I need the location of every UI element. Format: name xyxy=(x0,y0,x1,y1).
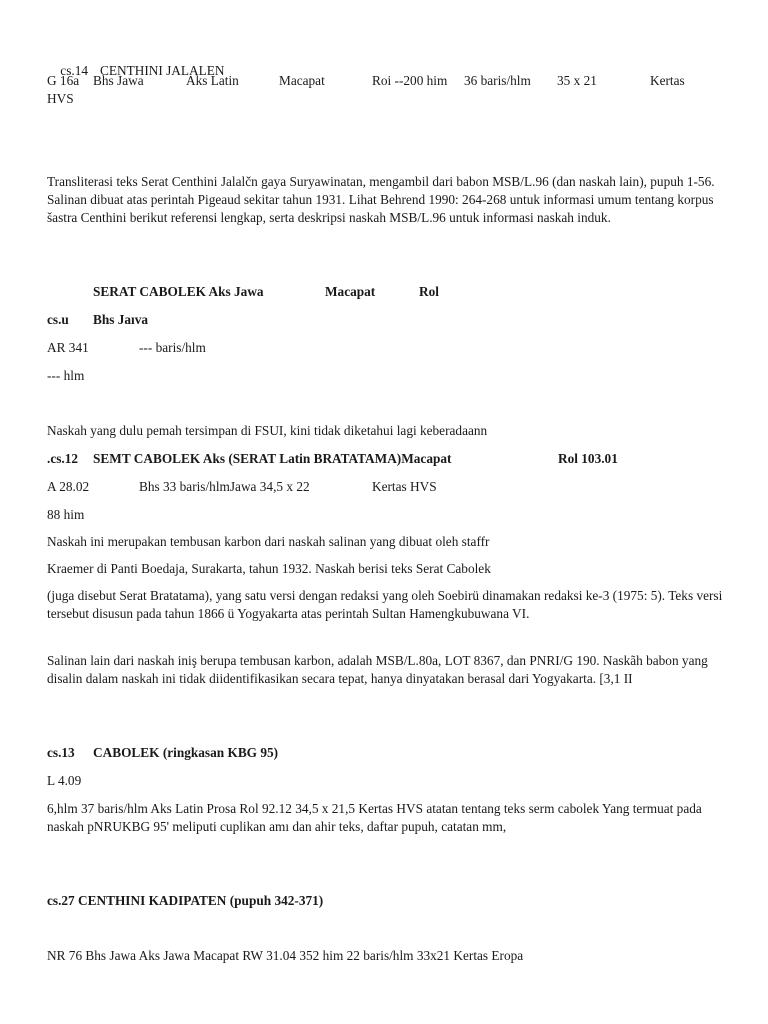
entry-title: CABOLEK (ringkasan KBG 95) xyxy=(93,745,279,760)
entry-description: Transliterasi teks Serat Centhini Jalalčn gaya Suryawinatan, mengambil dari babon MSB/L.96 (dan naskah lain), pupuh 1-56. Salinan dibuat atas perintah Pigeaud sekitar tahun 1931. Lihat Behrend 1990: 264-268 untuk informasi umum tentang korpus šastra Centhini berikut referensi lengkap, serta deskripsi naskah MSB/L.96 untuk informasi naskah induk. xyxy=(47,174,715,225)
entry-description: 6,hlm 37 baris/hlm Aks Latin Prosa Rol 92.12 34,5 x 21,5 Kertas HVS atatan tentang teks serm cabolek Yang termuat pada naskah pNRUKBG 95' meliputi cuplikan amı dan ahir teks, daftar pupuh, catatan mm, xyxy=(47,801,702,834)
entry-roll: Rol xyxy=(419,284,439,299)
entry-title: SERAT CABOLEK Aks Jawa xyxy=(93,284,264,299)
entry-heading: cs.27 CENTHINI KADIPATEN (pupuh 342-371) xyxy=(47,893,324,908)
meta-script: Aks Latin xyxy=(186,73,239,88)
entry-description: NR 76 Bhs Jawa Aks Jawa Macapat RW 31.04 352 him 22 baris/hlm 33x21 Kertas Eropa xyxy=(47,948,524,963)
meta-roll: Roi --200 him xyxy=(372,73,448,88)
entry-form: Macapat xyxy=(325,284,376,299)
entry-id: cs.u xyxy=(47,312,69,327)
entry-pages: --- hlm xyxy=(47,368,85,383)
meta-code: G 16a xyxy=(47,73,80,88)
entry-paper: Kertas HVS xyxy=(372,479,437,494)
entry-code: A 28.02 xyxy=(47,479,90,494)
entry-language: Bhs Jaıva xyxy=(93,312,149,327)
meta-paper: Kertas xyxy=(650,73,685,88)
entry-id: .cs.12 xyxy=(47,451,79,466)
meta-form: Macapat xyxy=(279,73,325,88)
entry-note: Naskah yang dulu pemah tersimpan di FSUI, kini tidak diketahui lagi keberadaann xyxy=(47,423,488,438)
meta-language: Bhs Jawa xyxy=(93,73,144,88)
entry-id: cs.14 xyxy=(60,63,88,78)
meta-size: 35 x 21 xyxy=(557,73,597,88)
entry-paragraph: Salinan lain dari naskah iniş berupa tembusan karbon, adalah MSB/L.80a, LOT 8367, dan PNRI/G 190. Naskãh babon yang disalin dalam naskah ini tidak diidentifikasikan secara tepat, hanya dinyatakan berasal dari Yogyakarta. [3,1 II xyxy=(47,653,708,686)
meta-lines: 36 baris/hlm xyxy=(464,73,531,88)
entry-id: cs.13 xyxy=(47,745,75,760)
entry-code: L 4.09 xyxy=(47,773,82,788)
entry-paragraph: Naskah ini merupakan tembusan karbon dari naskah salinan yang dibuat oleh staffr xyxy=(47,534,490,549)
entry-title: CENTHINI JALALEN xyxy=(100,63,225,78)
entry-title: SEMT CABOLEK Aks (SERAT Latin BRATATAMA)Macapat xyxy=(93,451,452,466)
entry-paragraph: (juga disebut Serat Bratatama), yang satu versi dengan redaksi yang oleh Soebirü dinamakan redaksi ke-3 (1975: 5). Teks versi tersebut disusun pada tahun 1866 ü Yogyakarta atas perintah Sultan Hamengkubuwana VI. xyxy=(47,588,723,621)
entry-code: AR 341 xyxy=(47,340,89,355)
entry-roll: Rol 103.01 xyxy=(558,451,618,466)
entry-lines: --- baris/hlm xyxy=(139,340,206,355)
entry-pages: 88 him xyxy=(47,507,85,522)
entry-paragraph: Kraemer di Panti Boedaja, Surakarta, tahun 1932. Naskah berisi teks Serat Cabolek xyxy=(47,561,491,576)
entry-meta: Bhs 33 baris/hlmJawa 34,5 x 22 xyxy=(139,479,310,494)
meta-paper-cont: HVS xyxy=(47,91,74,106)
